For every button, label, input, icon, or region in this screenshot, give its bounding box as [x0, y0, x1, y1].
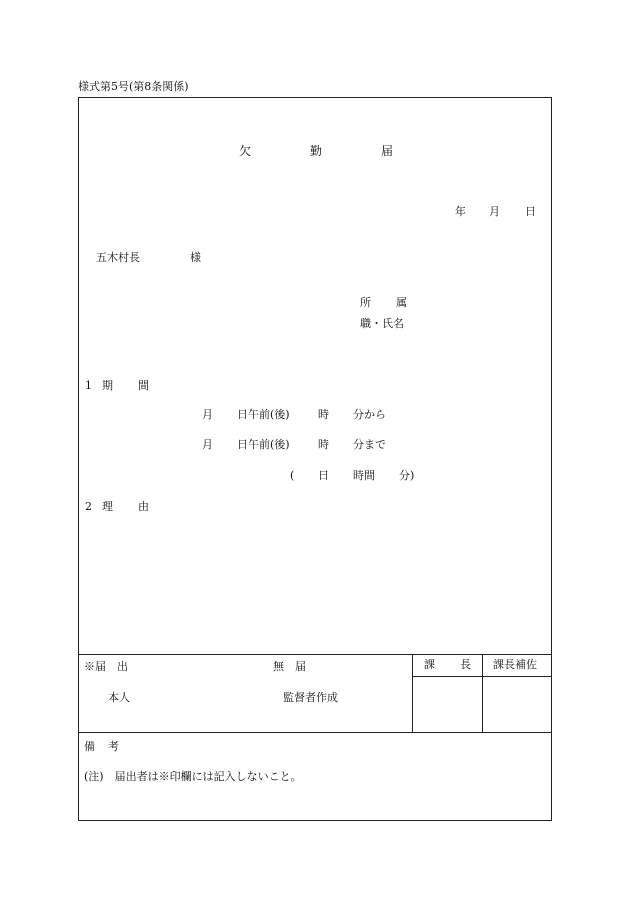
position-name-label: 職・氏名 [360, 317, 404, 330]
assistant-chief-label: 課長補佐 [493, 658, 537, 671]
reason-label-a: 理 [102, 500, 113, 513]
notification-self: 本人 [108, 691, 130, 704]
divider-approval-middle [482, 654, 483, 732]
department-label-a: 所 [360, 296, 371, 309]
chief-label-b: 長 [460, 658, 471, 671]
period-label-a: 期 [102, 379, 113, 392]
divider-notification [78, 654, 552, 655]
to-month: 月 [202, 438, 213, 451]
reason-label-b: 由 [138, 500, 149, 513]
period-label-b: 間 [138, 379, 149, 392]
date-day: 日 [525, 205, 536, 218]
notification-unmarked: 無 届 [273, 660, 306, 673]
divider-remarks [78, 732, 552, 733]
reason-number: 2 [85, 500, 92, 513]
total-days: 日 [318, 469, 329, 482]
notification-marked: ※届 出 [84, 660, 128, 673]
total-hours: 時間 [353, 469, 375, 482]
from-day-ampm: 日午前(後) [237, 408, 290, 421]
from-month: 月 [202, 408, 213, 421]
title-char-2: 勤 [310, 144, 323, 158]
from-hour: 時 [318, 408, 329, 421]
date-year: 年 [455, 205, 466, 218]
to-day-ampm: 日午前(後) [237, 438, 290, 451]
remarks-label-b: 考 [108, 740, 119, 753]
period-number: 1 [85, 379, 92, 392]
remarks-label-a: 備 [84, 740, 95, 753]
department-label-b: 属 [396, 296, 407, 309]
to-minute: 分まで [353, 438, 386, 451]
notification-supervisor: 監督者作成 [283, 691, 338, 704]
title-char-1: 欠 [239, 144, 252, 158]
chief-label-a: 課 [424, 658, 435, 671]
addressee-name: 五木村長 [96, 251, 140, 264]
remarks-note: (注) 届出者は※印欄には記入しないこと。 [84, 770, 302, 783]
divider-approval-left [412, 654, 413, 732]
to-hour: 時 [318, 438, 329, 451]
total-open-paren: ( [290, 469, 295, 482]
from-minute: 分から [353, 408, 386, 421]
form-number: 様式第5号(第8条関係) [78, 80, 189, 93]
form-frame [78, 97, 552, 821]
title-char-3: 届 [381, 144, 394, 158]
addressee-honorific: 様 [190, 251, 201, 264]
total-minutes: 分) [399, 469, 415, 482]
date-month: 月 [489, 205, 500, 218]
